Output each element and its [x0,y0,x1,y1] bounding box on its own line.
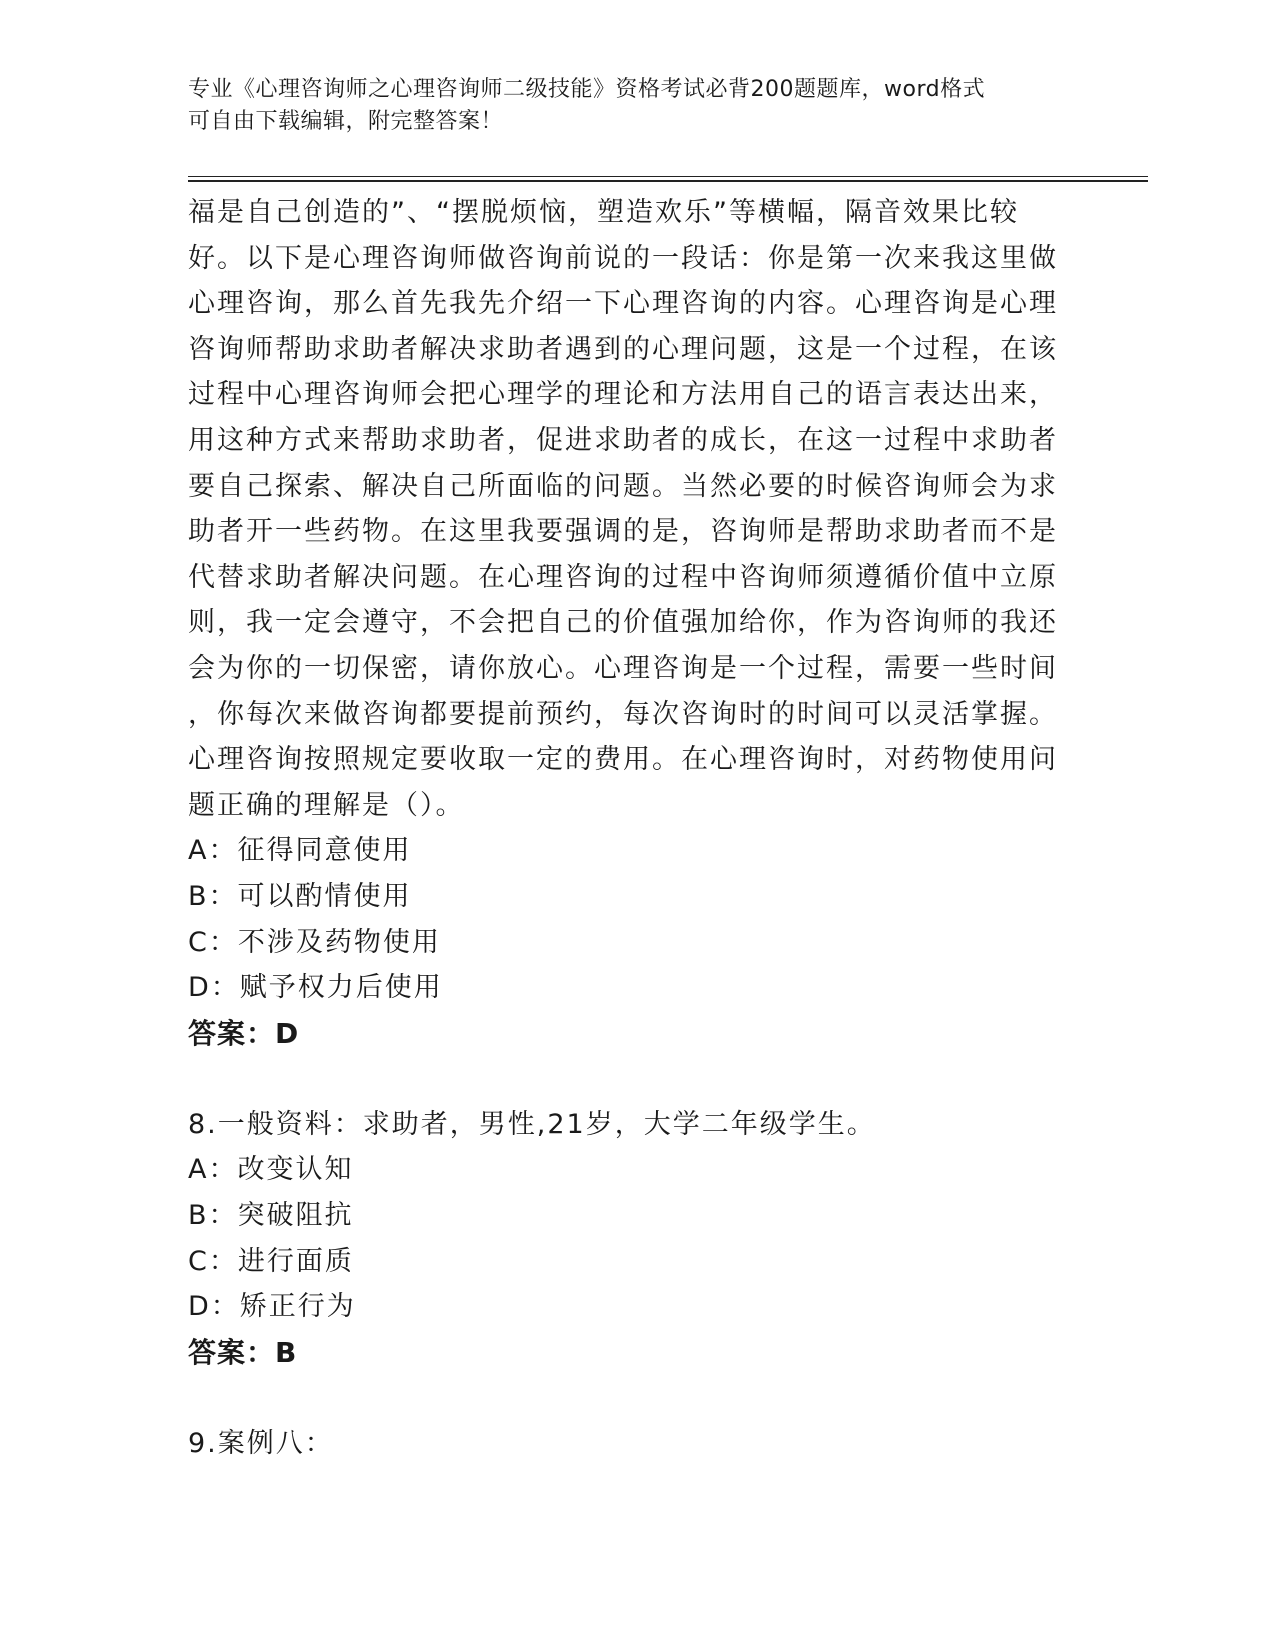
question-8-stem: 8.一般资料：求助者，男性,21岁，大学二年级学生。 [188,1108,876,1140]
question-7-line: 用这种方式来帮助求助者，促进求助者的成长，在这一过程中求助者 [188,424,1058,456]
question-8-option-a: A：改变认知 [188,1154,354,1186]
question-7-line: 福是自己创造的”、“摆脱烦恼，塑造欢乐”等横幅，隔音效果比较 [188,197,1019,228]
question-7-text [188,190,1068,828]
question-7-answer: 答案：D [188,1016,300,1050]
question-8-answer: 答案：B [188,1335,298,1369]
document-body [188,190,1068,1467]
question-7-line: 心理咨询，那么首先我先介绍一下心理咨询的内容。心理咨询是心理 [188,288,1058,320]
question-7-line: 要自己探索、解决自己所面临的问题。当然必要的时候咨询师会为求 [188,470,1058,502]
question-7-line: 题正确的理解是（）。 [188,789,465,821]
question-7-line: 过程中心理咨询师会把心理学的理论和方法用自己的语言表达出来， [188,379,1058,411]
question-7-line: 好。以下是心理咨询师做咨询前说的一段话：你是第一次来我这里做 [188,242,1058,274]
question-8-option-c: C：进行面质 [188,1245,354,1277]
header-line-1: 专业《心理咨询师之心理咨询师二级技能》资格考试必背200题题库，word格式 [188,77,986,102]
question-7-option-c: C：不涉及药物使用 [188,926,441,958]
question-7-line: 则，我一定会遵守，不会把自己的价值强加给你，作为咨询师的我还 [188,607,1058,639]
question-8-option-d: D：矫正行为 [188,1291,356,1323]
question-7-line: 助者开一些药物。在这里我要强调的是，咨询师是帮助求助者而不是 [188,516,1058,548]
header-line-2: 可自由下载编辑，附完整答案！ [188,109,504,134]
question-7-line: 咨询师帮助求助者解决求助者遇到的心理问题，这是一个过程，在该 [188,333,1058,365]
header-divider-thin [188,176,1148,177]
spacer [188,1056,1068,1102]
question-9-stem: 9.案例八： [188,1428,334,1460]
spacer [188,1375,1068,1421]
question-7-line: 心理咨询按照规定要收取一定的费用。在心理咨询时，对药物使用问 [188,744,1058,776]
document-header [188,74,1068,138]
question-7-option-d: D：赋予权力后使用 [188,972,443,1004]
question-7-option-a: A：征得同意使用 [188,835,412,867]
question-7-option-b: B：可以酌情使用 [188,880,412,912]
header-divider-thick [188,180,1148,182]
question-7-line: 会为你的一切保密，请你放心。心理咨询是一个过程，需要一些时间 [188,652,1058,684]
question-7-line: ，你每次来做咨询都要提前预约，每次咨询时的时间可以灵活掌握。 [188,698,1058,730]
question-8-option-b: B：突破阻抗 [188,1200,354,1232]
question-7-line: 代替求助者解决问题。在心理咨询的过程中咨询师须遵循价值中立原 [188,561,1058,593]
